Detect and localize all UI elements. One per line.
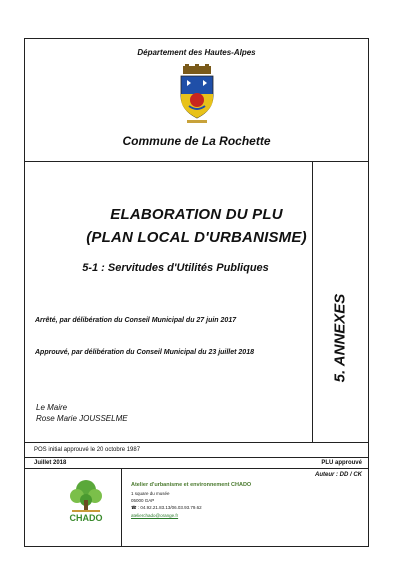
annex-side-label: 5. ANNEXES: [331, 293, 349, 383]
deliberation-approuve: Approuvé, par délibération du Conseil Municipal du 23 juillet 2018: [35, 349, 254, 356]
pos-note: POS initial approuvé le 20 octobre 1987: [34, 447, 141, 453]
chado-logo-text: CHADO: [69, 513, 103, 523]
commune-name: Commune de La Rochette: [122, 134, 271, 148]
deliberation-arrete: Arrêté, par délibération du Conseil Municipal du 27 juin 2017: [35, 317, 237, 324]
divider-footer-mid: [24, 457, 369, 458]
document-title: ELABORATION DU PLU: [110, 206, 283, 223]
divider-side-column: [312, 161, 313, 442]
department-label: Département des Hautes-Alpes: [137, 48, 256, 57]
divider-logo-column: [121, 468, 122, 547]
document-title-expanded: (PLAN LOCAL D'URBANISME): [86, 229, 307, 246]
mayor-name: Rose Marie JOUSSELME: [36, 414, 128, 423]
office-city: 05000 GAP: [131, 498, 155, 503]
document-subtitle: 5-1 : Servitudes d'Utilités Publiques: [82, 262, 269, 274]
divider-footer-top: [24, 442, 369, 443]
office-email[interactable]: atelierchado@orange.fr: [131, 513, 179, 518]
coat-of-arms-icon: [177, 64, 217, 124]
divider-header: [24, 161, 369, 162]
office-phone: ☎ : 04.92.21.83.13/06.03.93.79.62: [131, 505, 202, 510]
footer-date: Juillet 2018: [34, 460, 67, 466]
divider-footer-row: [24, 468, 369, 469]
author-credit: Auteur : DD / CK: [315, 472, 362, 478]
plu-status: PLU approuvé: [321, 460, 362, 466]
office-name: Atelier d'urbanisme et environnement CHADO: [131, 482, 252, 488]
office-address: 1 square du musée: [131, 491, 170, 496]
mayor-title: Le Maire: [36, 403, 68, 412]
